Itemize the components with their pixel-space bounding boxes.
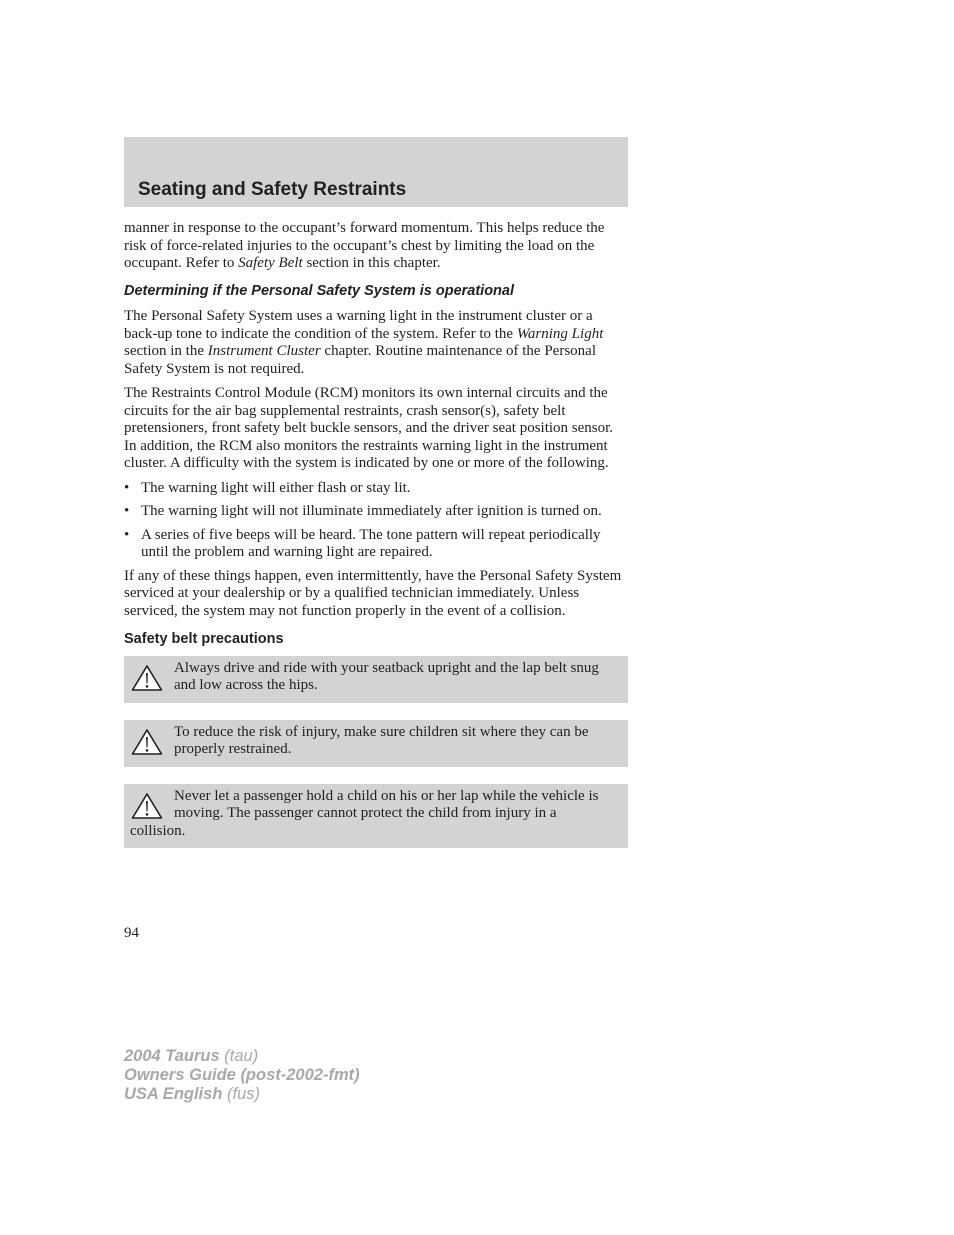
warning-box [124, 784, 628, 849]
list-item [124, 527, 628, 562]
warning-text: Always drive and ride with your seatback upright and the lap belt snug and low across the hips. [174, 659, 599, 693]
footer-language: USA English [124, 1085, 223, 1103]
intro-paragraph [124, 220, 628, 273]
page-content [124, 220, 628, 865]
warning-triangle-icon [131, 728, 163, 756]
list-item [124, 503, 628, 521]
footer-guide: Owners Guide (post-2002-fmt) [124, 1066, 360, 1084]
instrument-cluster-reference: Instrument Cluster [207, 343, 321, 359]
operational-paragraph-3: If any of these things happen, even intermittently, have the Personal Safety System serviced at your dealership or by a qualified technician immediately. Unless serviced, the system may not function properly in the event of a collision. [124, 567, 622, 619]
paragraph-text: section in the [124, 343, 208, 359]
list-item [124, 480, 628, 498]
warning-text: To reduce the risk of injury, make sure children sit where they can be properly restrained. [174, 723, 589, 757]
paragraph-text: The Personal Safety System uses a warning light in the instrument cluster or a back-up tone to indicate the condition of the system. Refer to the [124, 308, 593, 342]
operational-heading: Determining if the Personal Safety System is operational [124, 282, 514, 299]
intro-text-end: section in this chapter. [302, 255, 441, 271]
list-item-text: The warning light will not illuminate immediately after ignition is turned on. [141, 503, 602, 519]
footer-model: 2004 Taurus [124, 1047, 220, 1065]
document-footer [124, 1047, 360, 1104]
section-header-band [124, 137, 628, 207]
footer-language-code: (fus) [222, 1085, 260, 1103]
warning-light-reference: Warning Light [516, 325, 604, 342]
page-number: 94 [124, 925, 139, 941]
warning-box [124, 656, 628, 703]
intro-reference: Safety Belt [238, 255, 303, 271]
operational-paragraph-2: The Restraints Control Module (RCM) monitors its own internal circuits and the circuits for the air bag supplemental restraints, crash sensor(s), safety belt pretensioners, front safety belt buckle sensors, and the driver seat position sensor. In addition, the RCM also monitors the restraints warning light in the instrument cluster. A difficulty with the system is indicated by one or more of the following. [124, 385, 614, 471]
warning-text: Never let a passenger hold a child on his or her lap while the vehicle is moving. The passenger cannot protect the child from injury in a collision. [130, 787, 599, 839]
bullet-icon: • [124, 503, 130, 519]
warning-triangle-icon [131, 792, 163, 820]
symptom-list [124, 480, 628, 562]
section-title: Seating and Safety Restraints [138, 179, 407, 200]
footer-line-language [124, 1085, 360, 1104]
paragraph-text: chapter. Routine maintenance of the Personal Safety System is not required. [124, 343, 596, 377]
warning-box [124, 720, 628, 767]
precautions-heading: Safety belt precautions [124, 631, 284, 647]
operational-paragraph-1 [124, 308, 628, 378]
intro-text: manner in response to the occupant’s forward momentum. This helps reduce the risk of force-related injuries to the occupant’s chest by limiting the load on the occupant. Refer to [124, 220, 605, 271]
warning-triangle-icon [131, 664, 163, 692]
list-item-text: The warning light will either flash or stay lit. [141, 479, 411, 496]
bullet-icon: • [124, 479, 130, 496]
footer-line-model [124, 1047, 360, 1066]
bullet-icon: • [124, 526, 130, 543]
footer-model-code: (tau) [219, 1047, 259, 1065]
list-item-text: A series of five beeps will be heard. The tone pattern will repeat periodically until the problem and warning light are repaired. [141, 526, 601, 560]
footer-line-guide [124, 1066, 360, 1085]
